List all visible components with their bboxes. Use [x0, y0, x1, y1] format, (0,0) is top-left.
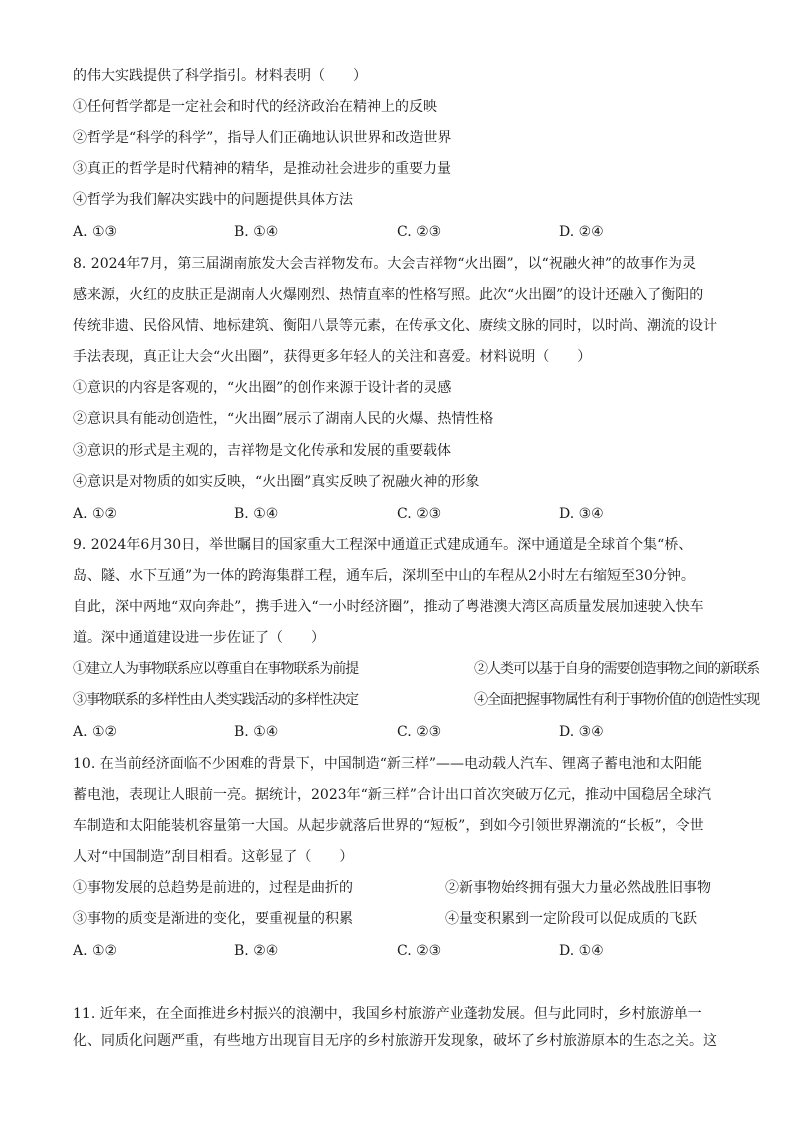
q8-stem-line-4: 手法表现，真正让大会“火出圈”，获得更多年轻人的关注和喜爱。材料说明（ ）: [73, 349, 592, 365]
q10-statement-3: ③事物的质变是渐进的变化，要重视量的积累: [73, 911, 353, 927]
q10-option-c[interactable]: C. ②③: [397, 943, 442, 959]
q10-statement-2: ②新事物始终拥有强大力量必然战胜旧事物: [445, 880, 711, 896]
q11-stem-line-2: 化、同质化问题严重，有些地方出现盲目无序的乡村旅游开发现象，破坏了乡村旅游原本的生态之关。这: [73, 1033, 717, 1049]
q10-stem-line-1: 10. 在当前经济面临不少困难的背景下，中国制造“新三样”——电动载人汽车、锂离子蓄电池和太阳能: [73, 756, 703, 772]
q10-statement-1: ①事物发展的总趋势是前进的，过程是曲折的: [73, 880, 353, 896]
q7-statement-1: ①任何哲学都是一定社会和时代的经济政治在精神上的反映: [73, 99, 437, 115]
q9-stem-line-2: 岛、隧、水下互通”为一体的跨海集群工程，通车后，深圳至中山的车程从2小时左右缩短至30分钟。: [73, 568, 695, 584]
q10-statement-4: ④量变积累到一定阶段可以促成质的飞跃: [445, 911, 697, 927]
q9-option-b[interactable]: B. ①④: [234, 724, 279, 740]
q10-stem-line-2: 蓄电池，表现让人眼前一亮。据统计，2023年“新三样”合计出口首次突破万亿元，推动中国稳居全球汽: [73, 787, 711, 803]
q9-statements-row-1: [73, 659, 760, 679]
q7-statement-2: ②哲学是“科学的科学”，指导人们正确地认识世界和改造世界: [73, 130, 452, 146]
q8-option-b[interactable]: B. ①④: [234, 506, 279, 522]
q9-statement-1: ①建立人为事物联系应以尊重自在事物联系为前提: [73, 661, 359, 677]
q8-option-c[interactable]: C. ②③: [397, 506, 442, 522]
q9-option-a[interactable]: A. ①②: [73, 724, 118, 740]
q9-stem-line-1: 9. 2024年6月30日，举世瞩目的国家重大工程深中通道正式建成通车。深中通道是全球首个集“桥、: [73, 537, 693, 553]
q8-statement-1: ①意识的内容是客观的，“火出圈”的创作来源于设计者的灵感: [73, 380, 452, 396]
q9-option-d[interactable]: D. ③④: [559, 724, 604, 740]
q8-statement-3: ③意识的形式是主观的，吉祥物是文化传承和发展的重要载体: [73, 443, 451, 459]
q11-stem-line-1: 11. 近年来，在全面推进乡村振兴的浪潮中，我国乡村旅游产业蓬勃发展。但与此同时，乡村旅游单一: [73, 1006, 702, 1022]
q7-statement-4: ④哲学为我们解决实践中的问题提供具体方法: [73, 192, 353, 208]
q10-stem-line-3: 车制造和太阳能装机容量第一大国。从起步就落后世界的“短板”，到如今引领世界潮流的“长板”，令世: [73, 818, 704, 834]
q10-option-d[interactable]: D. ①④: [559, 943, 604, 959]
q8-stem-line-1: 8. 2024年7月，第三届湖南旅发大会吉祥物发布。大会吉祥物“火出圈”，以“祝融火神”的故事作为灵: [73, 256, 696, 272]
q8-option-a[interactable]: A. ①②: [73, 506, 118, 522]
q7-stem: 的伟大实践提供了科学指引。材料表明（ ）: [73, 68, 367, 84]
q8-stem-line-2: 感来源，火红的皮肤正是湖南人火爆刚烈、热情直率的性格写照。此次“火出圈”的设计还融入了衡阳的: [73, 287, 704, 303]
q7-option-b[interactable]: B. ①④: [234, 224, 279, 240]
q8-option-d[interactable]: D. ③④: [559, 506, 604, 522]
q9-option-c[interactable]: C. ②③: [397, 724, 442, 740]
q9-statement-3: ③事物联系的多样性由人类实践活动的多样性决定: [73, 692, 359, 708]
q8-statement-2: ②意识具有能动创造性，“火出圈”展示了湖南人民的火爆、热情性格: [73, 411, 494, 427]
q7-option-c[interactable]: C. ②③: [397, 224, 442, 240]
q10-stem-line-4: 人对“中国制造”刮目相看。这彰显了（ ）: [73, 849, 354, 865]
q10-option-a[interactable]: A. ①②: [73, 943, 118, 959]
q10-statements-row-1: [73, 878, 723, 898]
q7-statement-3: ③真正的哲学是时代精神的精华，是推动社会进步的重要力量: [73, 161, 451, 177]
q10-statements-row-2: [73, 909, 723, 929]
q10-option-b[interactable]: B. ②④: [234, 943, 279, 959]
q7-option-d[interactable]: D. ②④: [559, 224, 604, 240]
q9-statement-2: ②人类可以基于自身的需要创造事物之间的新联系: [474, 661, 760, 677]
q9-statements-row-2: [73, 690, 760, 710]
q8-stem-line-3: 传统非遗、民俗风情、地标建筑、衡阳八景等元素，在传承文化、赓续文脉的同时，以时尚、潮流的设计: [73, 318, 717, 334]
q9-stem-line-3: 自此，深中两地“双向奔赴”，携手进入“一小时经济圈”，推动了粤港澳大湾区高质量发展加速驶入快车: [73, 599, 704, 615]
q9-stem-line-4: 道。深中通道建设进一步佐证了（ ）: [73, 630, 325, 646]
q7-option-a[interactable]: A. ①③: [73, 224, 118, 240]
q9-statement-4: ④全面把握事物属性有利于事物价值的创造性实现: [474, 692, 760, 708]
q8-statement-4: ④意识是对物质的如实反映，“火出圈”真实反映了祝融火神的形象: [73, 474, 480, 490]
